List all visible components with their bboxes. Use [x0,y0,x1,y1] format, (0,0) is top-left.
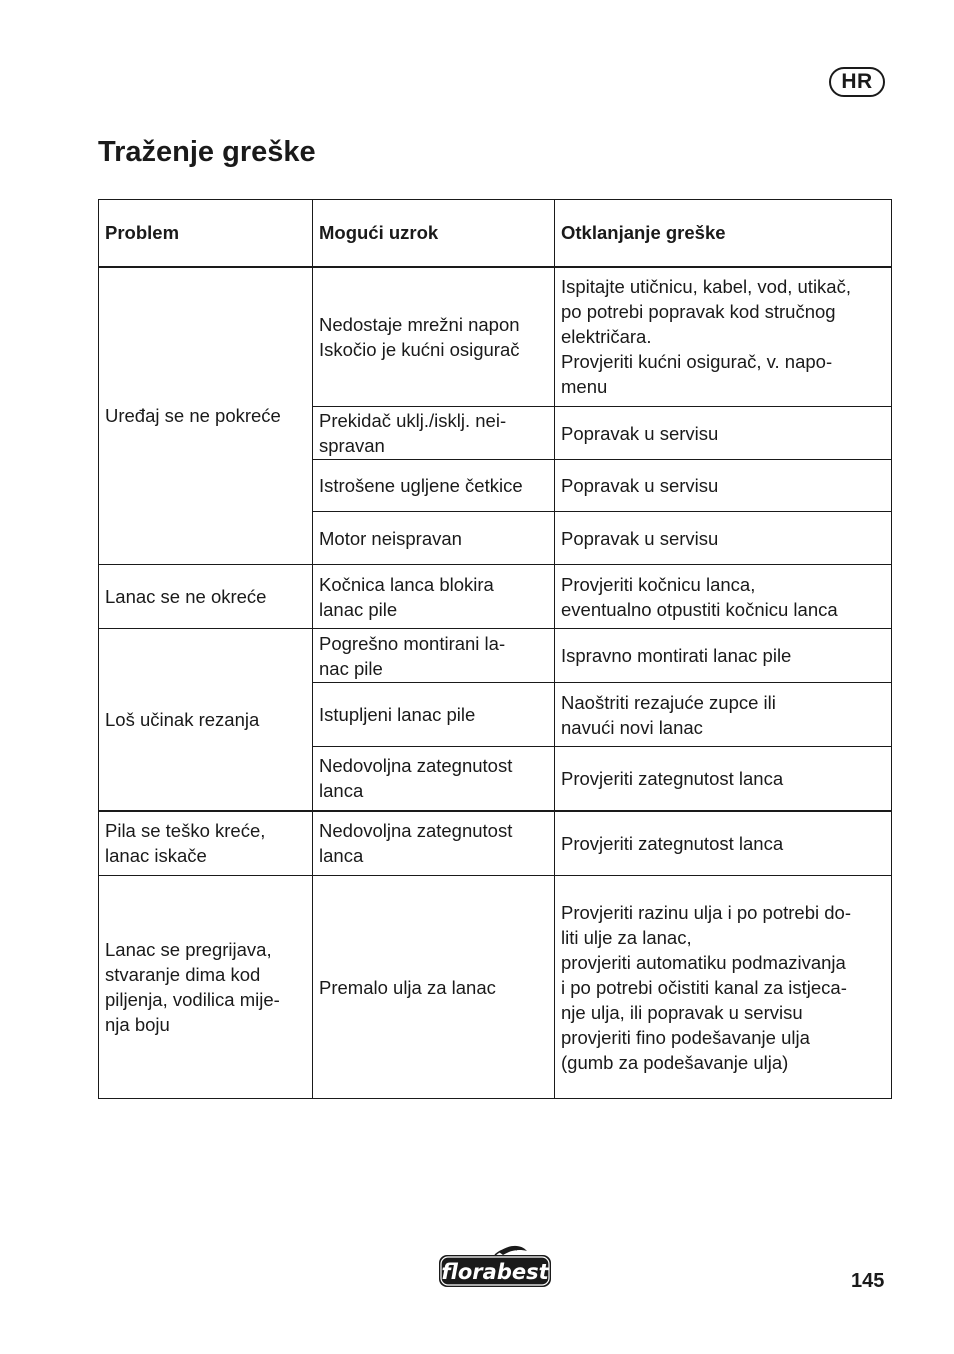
florabest-logo [437,1243,553,1291]
page-title: Traženje greške [98,136,316,168]
remedy-cell: Provjeriti zategnutost lanca [555,811,892,876]
cause-cell: Prekidač uklj./isklj. nei- spravan [313,407,555,460]
remedy-cell: Popravak u servisu [555,460,892,512]
cause-cell: Nedovoljna zategnutost lanca [313,811,555,876]
remedy-cell: Provjeriti zategnutost lanca [555,747,892,811]
cause-cell: Premalo ulja za lanac [313,876,555,1099]
column-header-remedy: Otklanjanje greške [555,200,892,267]
page-number: 145 [851,1270,885,1292]
problem-cell: Loš učinak rezanja [99,629,313,811]
problem-cell: Pila se teško kreće, lanac iskače [99,811,313,876]
problem-cell: Uređaj se ne pokreće [99,267,313,565]
remedy-cell: Popravak u servisu [555,407,892,460]
language-badge: HR [829,67,885,97]
problem-cell: Lanac se ne okreće [99,565,313,629]
cause-cell: Nedovoljna zategnutost lanca [313,747,555,811]
cause-cell: Motor neispravan [313,512,555,565]
table-row [99,811,892,876]
remedy-cell: Ispitajte utičnicu, kabel, vod, utikač, po potrebi popravak kod stručnog električara. Provjeriti kućni osigurač, v. napo- menu [555,267,892,407]
cause-cell: Istrošene ugljene četkice [313,460,555,512]
cause-cell: Kočnica lanca blokira lanac pile [313,565,555,629]
remedy-cell: Provjeriti kočnicu lanca, eventualno otpustiti kočnicu lanca [555,565,892,629]
svg-text:florabest: florabest [441,1260,549,1284]
remedy-cell: Popravak u servisu [555,512,892,565]
cause-cell: Pogrešno montirani la- nac pile [313,629,555,683]
column-header-cause: Mogući uzrok [313,200,555,267]
cause-cell: Istupljeni lanac pile [313,683,555,747]
table-row [99,565,892,629]
remedy-cell: Provjeriti razinu ulja i po potrebi do- liti ulje za lanac, provjeriti automatiku podmazivanja i po potrebi očistiti kanal za istjeca- nje ulja, ili popravak u servisu provjeriti fino podešavanje ulja (gumb za podešavanje ulja) [555,876,892,1099]
column-header-problem: Problem [99,200,313,267]
table-row [99,876,892,1099]
troubleshooting-table [98,199,892,1099]
remedy-cell: Naoštriti rezajuće zupce ili navući novi lanac [555,683,892,747]
remedy-cell: Ispravno montirati lanac pile [555,629,892,683]
table-header-row [99,200,892,267]
table-row [99,629,892,683]
problem-cell: Lanac se pregrijava, stvaranje dima kod piljenja, vodilica mije- nja boju [99,876,313,1099]
table-row [99,267,892,407]
cause-cell: Nedostaje mrežni napon Iskočio je kućni osigurač [313,267,555,407]
